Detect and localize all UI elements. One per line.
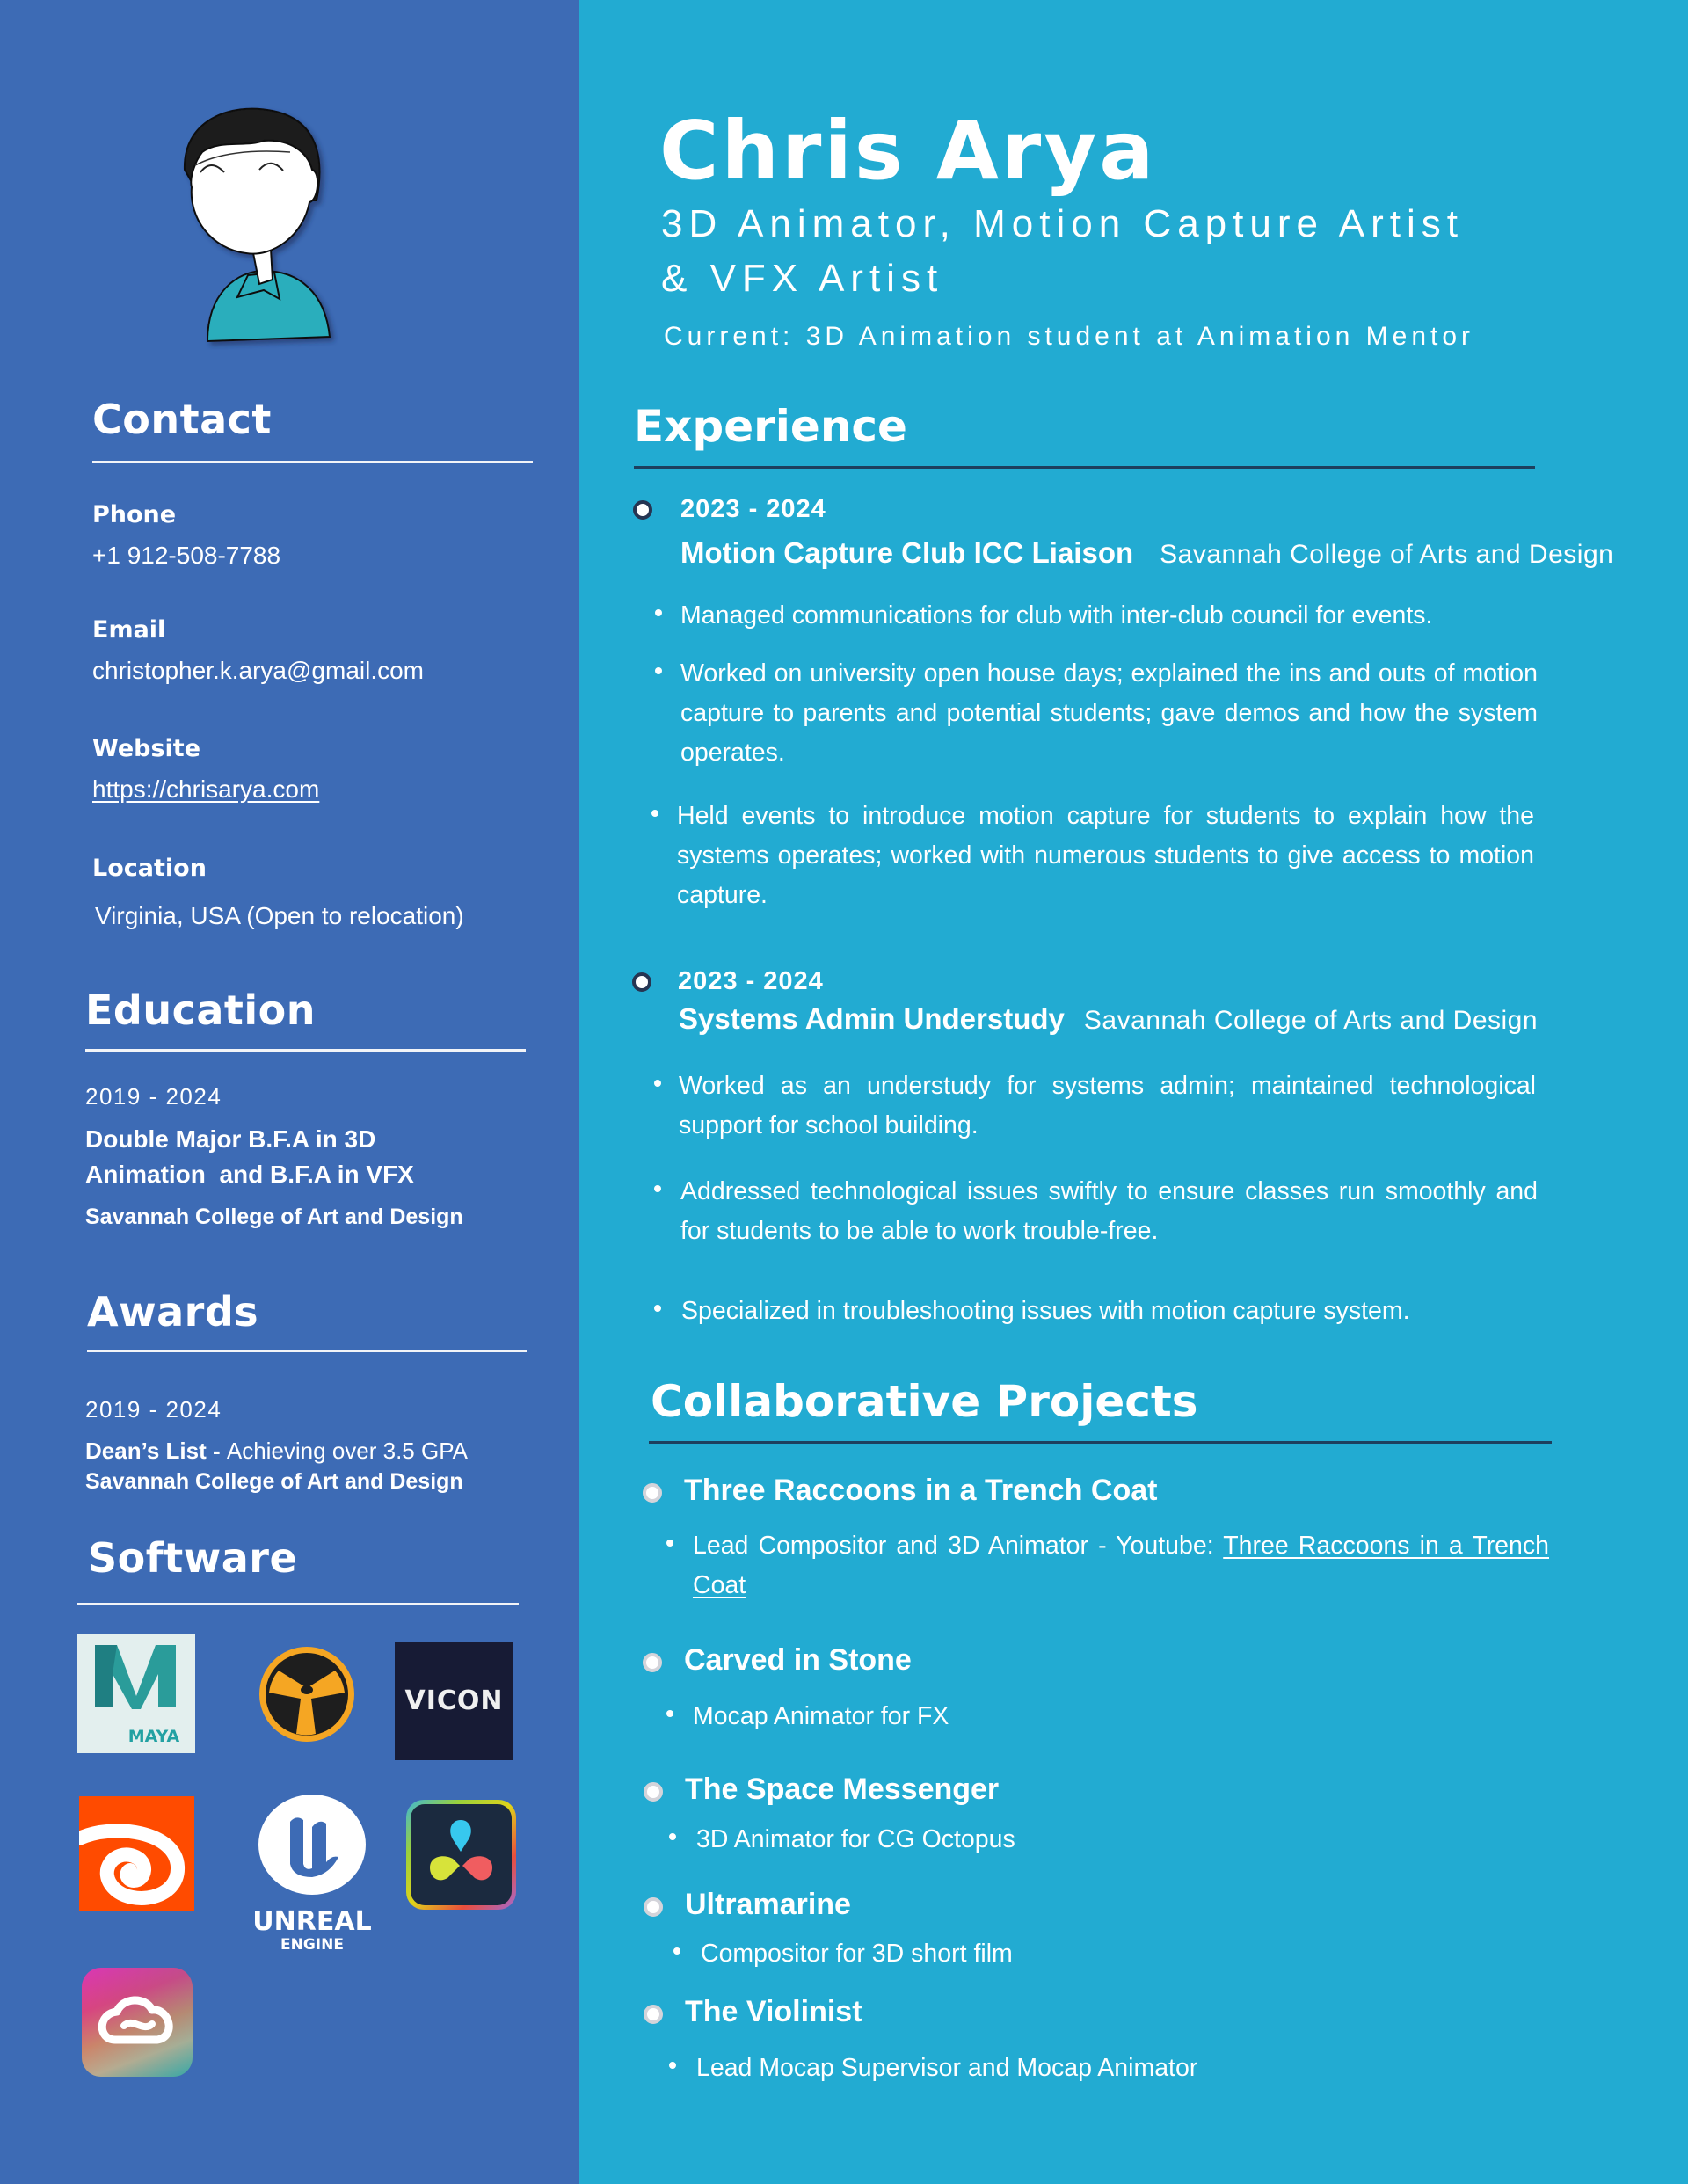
experience-1-bullet-2: Worked on university open house days; explained the ins and outs of motion capture to parents and potential students; gave demos and how the system operates. [680,659,1538,767]
project-3-title: The Space Messenger [685,1773,1000,1806]
bullet-icon [651,810,658,817]
project-1-youtube-link[interactable]: Three Raccoons in a Trench Coat [693,1532,1549,1599]
creative-cloud-icon [82,1968,193,2077]
experience-1-header [680,536,1613,570]
davinci-resolve-icon [406,1800,516,1910]
experience-2-org: Savannah College of Arts and Design [1083,1006,1539,1035]
job-title-line1: 3D Animator, Motion Capture Artist [661,202,1464,245]
experience-1-bullet-1: Managed communications for club with inter-club council for events. [680,601,1433,630]
project-2-title: Carved in Stone [684,1643,912,1677]
sidebar [0,0,579,2184]
experience-2-bullet-2: Addressed technological issues swiftly to ensure classes run smoothly and for students to be able to work trouble-free. [680,1177,1538,1245]
project-marker-icon [644,1897,663,1917]
awards-school: Savannah College of Art and Design [85,1469,463,1494]
experience-1-dates: 2023 - 2024 [680,495,826,523]
bullet-icon [666,1540,673,1547]
svg-text:ENGINE: ENGINE [280,1936,344,1954]
project-1-title: Three Raccoons in a Trench Coat [684,1474,1158,1507]
cartoon-avatar-icon [176,104,352,350]
award-description: Achieving over 3.5 GPA [226,1438,468,1464]
bullet-icon [666,1710,673,1717]
location-label: Location [92,855,207,882]
award-name: Dean’s List - [85,1438,227,1464]
vicon-icon: VICON [395,1642,513,1760]
education-degree-line1: Double Major B.F.A in 3D [85,1125,376,1153]
awards-divider [87,1350,528,1352]
timeline-marker-icon [633,500,652,520]
website-link[interactable]: https://chrisarya.com [92,775,320,803]
project-1-desc: Lead Compositor and 3D Animator - Youtube: Three Raccoons in a Trench Coat [693,1532,1549,1599]
bullet-icon [655,667,662,674]
projects-divider [649,1441,1552,1444]
bullet-icon [669,2062,676,2069]
contact-divider [92,461,533,463]
experience-2-header [679,1002,1538,1036]
experience-divider [634,466,1535,469]
project-5-title: The Violinist [685,1995,862,2028]
project-marker-icon [643,1653,662,1672]
experience-1-org: Savannah College of Arts and Design [1160,540,1614,569]
experience-2-title: Systems Admin Understudy [679,1002,1065,1035]
phone-value: +1 912-508-7788 [92,542,281,569]
experience-2-bullet-1: Worked as an understudy for systems admin; maintained technological support for school building. [679,1072,1536,1139]
projects-heading: Collaborative Projects [651,1376,1198,1427]
current-status: Current: 3D Animation student at Animation Mentor [664,322,1475,351]
svg-text:UNREAL: UNREAL [252,1906,372,1937]
experience-2-dates: 2023 - 2024 [678,967,824,995]
nuke-icon [257,1644,357,1744]
software-heading: Software [88,1534,298,1582]
education-degree-line2: Animation and B.F.A in VFX [85,1161,414,1188]
project-marker-icon [644,1782,663,1802]
award-line [85,1438,468,1465]
project-2-desc: Mocap Animator for FX [693,1702,950,1730]
bullet-icon [655,609,662,616]
job-title-line2: & VFX Artist [661,257,944,300]
project-marker-icon [644,2005,663,2024]
education-divider [85,1049,526,1052]
svg-text:MAYA: MAYA [127,1727,180,1746]
awards-dates: 2019 - 2024 [85,1396,222,1423]
education-heading: Education [85,986,316,1034]
bullet-icon [654,1305,661,1312]
maya-icon [77,1634,195,1753]
project-marker-icon [643,1483,662,1503]
project-4-title: Ultramarine [685,1888,851,1921]
email-value[interactable]: christopher.k.arya@gmail.com [92,657,425,684]
unreal-engine-icon [242,1794,382,1956]
bullet-icon [654,1185,661,1192]
houdini-icon [79,1796,194,1911]
email-label: Email [92,616,166,644]
phone-label: Phone [92,501,177,528]
experience-2-bullet-3: Specialized in troubleshooting issues with motion capture system. [681,1297,1410,1325]
bullet-icon [654,1080,661,1087]
bullet-icon [669,1833,676,1840]
experience-heading: Experience [634,401,907,452]
person-name: Chris Arya [659,104,1157,198]
project-4-desc: Compositor for 3D short film [701,1940,1013,1968]
education-school: Savannah College of Art and Design [85,1205,463,1229]
contact-heading: Contact [92,396,272,443]
experience-1-title: Motion Capture Club ICC Liaison [680,536,1134,569]
awards-heading: Awards [87,1288,259,1336]
education-dates: 2019 - 2024 [85,1083,222,1110]
bullet-icon [673,1947,680,1955]
experience-1-bullet-3: Held events to introduce motion capture for students to explain how the systems operates; worked with numerous students to give access to motion capture. [677,802,1534,909]
project-5-desc: Lead Mocap Supervisor and Mocap Animator [696,2054,1198,2082]
timeline-marker-icon [632,972,651,992]
website-label: Website [92,735,201,762]
software-divider [77,1603,519,1605]
project-3-desc: 3D Animator for CG Octopus [696,1825,1015,1853]
location-value: Virginia, USA (Open to relocation) [95,902,464,929]
